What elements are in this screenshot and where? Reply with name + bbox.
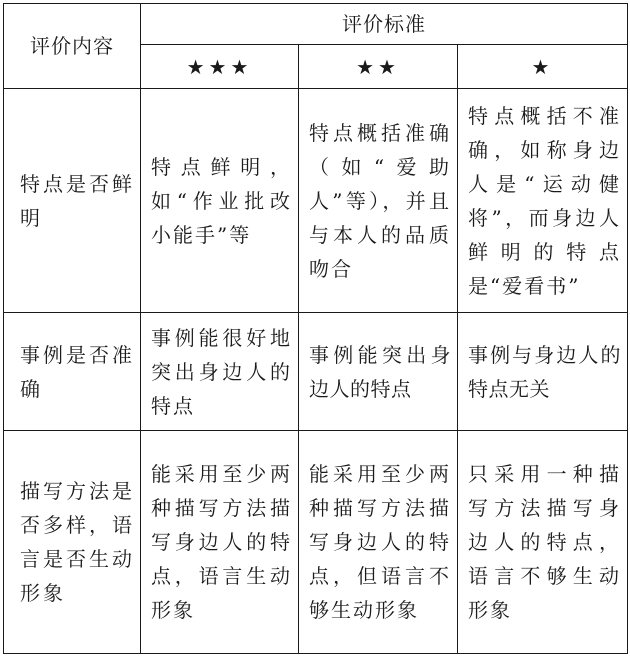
three-star-cell: 事例能很好地突出身边人的特点 (141, 313, 299, 431)
criterion-cell: 特点是否鲜明 (4, 89, 141, 313)
table-row (4, 313, 628, 431)
one-star-level: ★ (458, 45, 628, 89)
table-row (4, 89, 628, 313)
header-row (4, 4, 628, 45)
one-star-cell: 特点概括不准确，如称身边人是“运动健将”，而身边人鲜明的特点是“爱看书” (458, 89, 628, 313)
criterion-cell: 描写方法是否多样，语言是否生动形象 (4, 431, 141, 654)
table-row (4, 431, 628, 654)
evaluation-standard-header: 评价标准 (141, 4, 628, 45)
criterion-cell: 事例是否准确 (4, 313, 141, 431)
two-star-cell: 特点概括准确（如“爱助人”等），并且与本人的品质吻合 (299, 89, 458, 313)
evaluation-content-header: 评价内容 (4, 4, 141, 89)
three-star-cell: 能采用至少两种描写方法描写身边人的特点，语言生动形象 (141, 431, 299, 654)
one-star-cell: 只采用一种描写方法描写身边人的特点，语言不够生动形象 (458, 431, 628, 654)
three-star-level: ★★★ (141, 45, 299, 89)
two-star-cell: 事例能突出身边人的特点 (299, 313, 458, 431)
one-star-cell: 事例与身边人的特点无关 (458, 313, 628, 431)
two-star-level: ★★ (299, 45, 458, 89)
evaluation-rubric-table (3, 3, 628, 654)
three-star-cell: 特点鲜明，如“作业批改小能手”等 (141, 89, 299, 313)
two-star-cell: 能采用至少两种描写方法描写身边人的特点，但语言不够生动形象 (299, 431, 458, 654)
